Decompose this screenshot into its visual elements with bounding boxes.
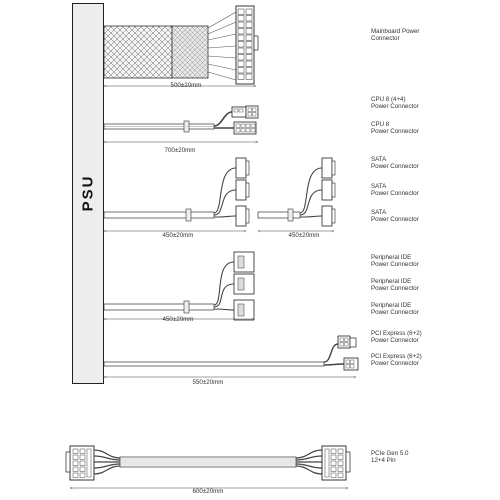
pcie-gen5-length: 600±20mm	[192, 488, 224, 495]
pci-express-cable	[104, 336, 358, 377]
psu-label: PSU	[79, 174, 97, 212]
gen5-right-connector	[322, 446, 346, 480]
mainboard-length: 500±20mm	[170, 82, 202, 89]
sata-connector-label-3: SATA Power Connector	[371, 209, 419, 224]
sata-connector-label-1: SATA Power Connector	[371, 156, 419, 171]
pci-express-label-2: PCI Express (6+2) Power Connector	[371, 353, 422, 368]
peripheral-ide-label-1: Peripheral IDE Power Connector	[371, 254, 419, 269]
peripheral-ide-cable	[104, 252, 254, 320]
sata-length-1: 450±20mm	[162, 232, 194, 239]
sata-connector-label-2: SATA Power Connector	[371, 183, 419, 198]
pci-express-label-1: PCI Express (6+2) Power Connector	[371, 330, 422, 345]
mainboard-cable	[104, 6, 258, 86]
mainboard-connector-label: Mainboard Power Connector	[371, 28, 420, 43]
peripheral-ide-label-3: Peripheral IDE Power Connector	[371, 302, 419, 317]
cpu-4plus4-connector-label: CPU 8 (4+4) Power Connector	[371, 96, 419, 111]
peripheral-ide-label-2: Peripheral IDE Power Connector	[371, 278, 419, 293]
cpu-8-connector-label: CPU 8 Power Connector	[371, 121, 419, 136]
cpu-cable	[104, 106, 258, 142]
pci-express-length: 550±20mm	[192, 379, 224, 386]
pcie-gen5-cable	[66, 446, 350, 488]
sata-cable-1	[104, 158, 249, 231]
cpu-length: 700±20mm	[164, 147, 196, 154]
sata-cable-2	[258, 158, 335, 231]
peripheral-length: 450±20mm	[162, 316, 194, 323]
sata-length-2: 450±20mm	[288, 232, 320, 239]
gen5-left-connector	[70, 446, 94, 480]
pcie-gen5-label: PCIe Gen 5.0 12+4 Pin	[371, 450, 409, 465]
